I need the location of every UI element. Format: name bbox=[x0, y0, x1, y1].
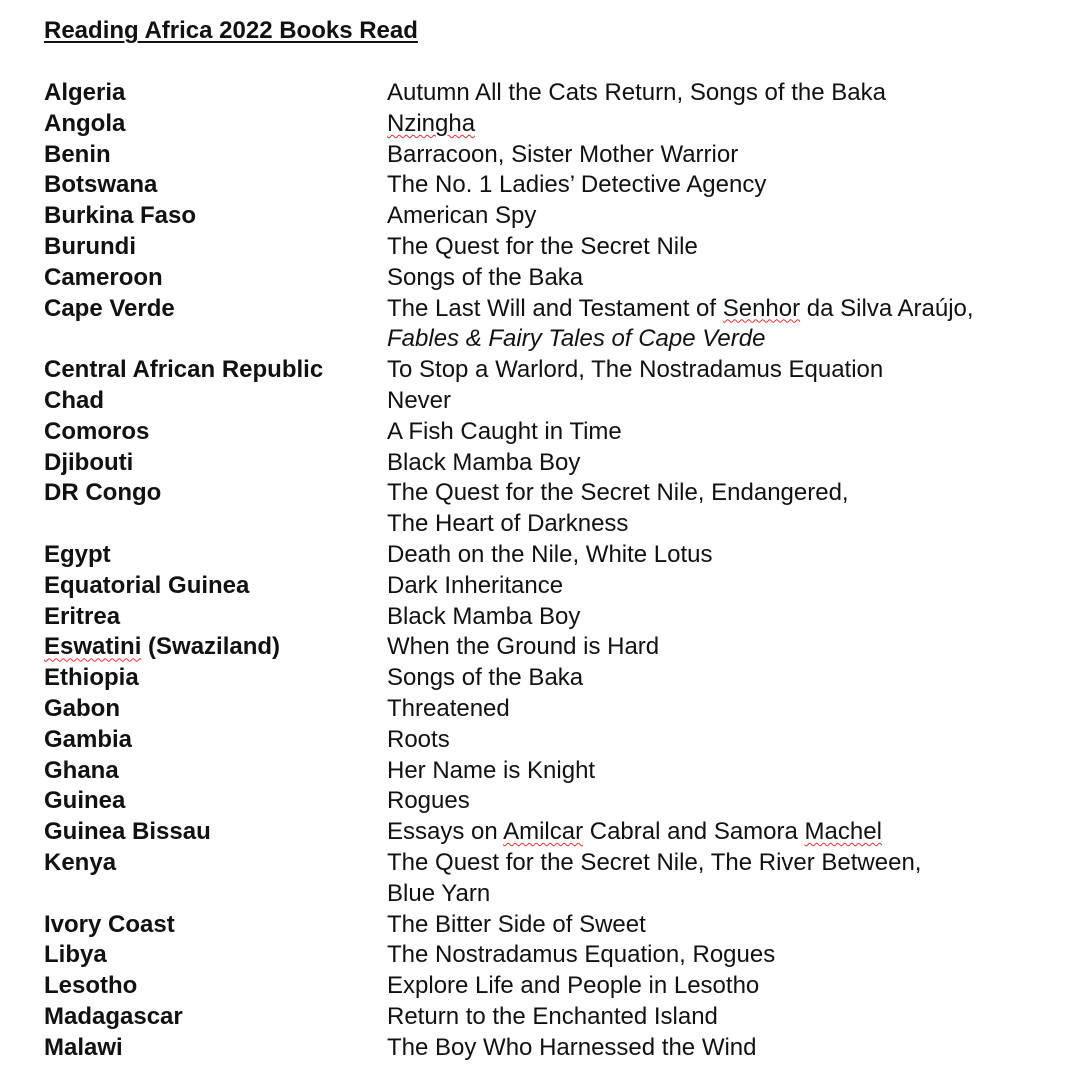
books-read bbox=[387, 170, 766, 201]
country-name: Gabon bbox=[44, 694, 120, 722]
books-read bbox=[387, 694, 510, 725]
books-read bbox=[387, 786, 470, 817]
list-row bbox=[44, 201, 1064, 232]
country-name: Comoros bbox=[44, 417, 150, 445]
country-name: DR Congo bbox=[44, 479, 162, 507]
country-name: Guinea Bissau bbox=[44, 818, 211, 846]
list-row bbox=[44, 571, 1064, 602]
book-line: Never bbox=[387, 386, 452, 414]
book-line: Explore Life and People in Lesotho bbox=[387, 972, 760, 1000]
country-name: Gambia bbox=[44, 725, 133, 753]
book-line: Roots bbox=[387, 725, 450, 753]
books-read bbox=[387, 910, 646, 941]
books-read bbox=[387, 109, 475, 140]
book-line: The Bitter Side of Sweet bbox=[387, 910, 646, 938]
document bbox=[44, 16, 1064, 1064]
list-row bbox=[44, 263, 1064, 294]
book-line: The Nostradamus Equation, Rogues bbox=[387, 941, 776, 969]
country-name: Cape Verde bbox=[44, 294, 175, 322]
country-book-list bbox=[44, 78, 1064, 1064]
books-read bbox=[387, 571, 563, 602]
country-name: Burundi bbox=[44, 232, 136, 260]
country-name: Djibouti bbox=[44, 448, 134, 476]
book-line: To Stop a Warlord, The Nostradamus Equation bbox=[387, 356, 884, 384]
list-row bbox=[44, 78, 1064, 109]
list-row bbox=[44, 417, 1064, 448]
list-row bbox=[44, 294, 1064, 356]
list-row bbox=[44, 478, 1064, 540]
book-line: Essays on Amilcar Cabral and Samora Machel bbox=[387, 818, 882, 846]
country-name: Burkina Faso bbox=[44, 202, 197, 230]
book-line: Blue Yarn bbox=[387, 879, 491, 907]
spellcheck-underline: Eswatini bbox=[44, 633, 142, 661]
list-row bbox=[44, 540, 1064, 571]
books-read bbox=[387, 201, 536, 232]
books-read bbox=[387, 663, 583, 694]
list-row bbox=[44, 448, 1064, 479]
country-name: Guinea bbox=[44, 787, 126, 815]
book-line: Autumn All the Cats Return, Songs of the Baka bbox=[387, 79, 886, 106]
books-read bbox=[387, 817, 882, 848]
book-line: Barracoon, Sister Mother Warrior bbox=[387, 140, 739, 168]
country-name: Cameroon bbox=[44, 263, 163, 291]
spellcheck-underline: Machel bbox=[804, 818, 882, 846]
list-row bbox=[44, 140, 1064, 171]
book-line: The Heart of Darkness bbox=[387, 510, 629, 538]
list-row bbox=[44, 1033, 1064, 1064]
books-read bbox=[387, 232, 698, 263]
books-read bbox=[387, 540, 713, 571]
list-row bbox=[44, 632, 1064, 663]
country-name: Malawi bbox=[44, 1033, 123, 1061]
country-name: Egypt bbox=[44, 540, 111, 568]
list-row bbox=[44, 725, 1064, 756]
list-row bbox=[44, 848, 1064, 910]
book-line: Return to the Enchanted Island bbox=[387, 1002, 718, 1030]
books-read bbox=[387, 971, 759, 1002]
list-row bbox=[44, 355, 1064, 386]
country-name: Madagascar bbox=[44, 1002, 183, 1030]
list-row bbox=[44, 109, 1064, 140]
books-read bbox=[387, 478, 849, 540]
books-read bbox=[387, 1033, 757, 1064]
spellcheck-underline: Senhor bbox=[722, 294, 801, 322]
list-row bbox=[44, 170, 1064, 201]
list-row bbox=[44, 232, 1064, 263]
book-line: The Quest for the Secret Nile bbox=[387, 232, 698, 260]
country-name: Lesotho bbox=[44, 972, 138, 1000]
book-line: Threatened bbox=[387, 694, 510, 722]
book-line: When the Ground is Hard bbox=[387, 633, 660, 661]
books-read bbox=[387, 940, 775, 971]
list-row bbox=[44, 971, 1064, 1002]
book-line: Dark Inheritance bbox=[387, 571, 564, 599]
list-row bbox=[44, 602, 1064, 633]
spellcheck-underline: Amilcar bbox=[503, 818, 584, 846]
country-name: Ethiopia bbox=[44, 664, 139, 692]
country-name: Equatorial Guinea bbox=[44, 571, 250, 599]
book-line: American Spy bbox=[387, 202, 537, 230]
book-line: Black Mamba Boy bbox=[387, 448, 581, 476]
country-name: Eritrea bbox=[44, 602, 121, 630]
list-row bbox=[44, 756, 1064, 787]
list-row bbox=[44, 663, 1064, 694]
country-name: Benin bbox=[44, 140, 111, 168]
document-title: Reading Africa 2022 Books Read bbox=[44, 17, 418, 44]
country-name: Botswana bbox=[44, 171, 158, 199]
book-line: Rogues bbox=[387, 787, 470, 815]
country-name: Ghana bbox=[44, 756, 119, 784]
list-row bbox=[44, 817, 1064, 848]
list-row bbox=[44, 386, 1064, 417]
books-read bbox=[387, 448, 580, 479]
books-read bbox=[387, 1002, 718, 1033]
country-name: Algeria bbox=[44, 79, 126, 106]
books-read bbox=[387, 848, 921, 910]
book-line: A Fish Caught in Time bbox=[387, 417, 622, 445]
book-line: Black Mamba Boy bbox=[387, 602, 581, 630]
list-row bbox=[44, 1002, 1064, 1033]
books-read bbox=[387, 602, 580, 633]
books-read bbox=[387, 632, 659, 663]
books-read bbox=[387, 78, 886, 109]
book-line: Songs of the Baka bbox=[387, 263, 584, 291]
country-name: Central African Republic bbox=[44, 356, 324, 384]
books-read bbox=[387, 386, 451, 417]
book-line: The Quest for the Secret Nile, The River Between, bbox=[387, 848, 922, 876]
spellcheck-underline: Nzingha bbox=[387, 109, 476, 137]
country-name: Chad bbox=[44, 386, 104, 414]
list-row bbox=[44, 694, 1064, 725]
book-line: The Boy Who Harnessed the Wind bbox=[387, 1033, 757, 1061]
book-line: Songs of the Baka bbox=[387, 664, 584, 692]
country-name: Kenya bbox=[44, 848, 117, 876]
country-name: Eswatini (Swaziland) bbox=[44, 633, 281, 661]
books-read bbox=[387, 725, 450, 756]
book-line: Death on the Nile, White Lotus bbox=[387, 540, 713, 568]
country-name: Libya bbox=[44, 941, 107, 969]
book-line: Fables & Fairy Tales of Cape Verde bbox=[387, 325, 766, 353]
books-read bbox=[387, 263, 583, 294]
books-read bbox=[387, 756, 595, 787]
book-line: The Last Will and Testament of Senhor da Silva Araújo, bbox=[387, 294, 974, 322]
list-row bbox=[44, 786, 1064, 817]
books-read bbox=[387, 417, 622, 448]
list-row bbox=[44, 910, 1064, 941]
books-read bbox=[387, 294, 974, 356]
book-line: Her Name is Knight bbox=[387, 756, 596, 784]
country-name: Angola bbox=[44, 109, 126, 137]
country-name: Ivory Coast bbox=[44, 910, 175, 938]
list-row bbox=[44, 940, 1064, 971]
books-read bbox=[387, 355, 883, 386]
books-read bbox=[387, 140, 738, 171]
book-line: The No. 1 Ladies’ Detective Agency bbox=[387, 171, 767, 199]
book-line bbox=[387, 109, 475, 140]
book-line: The Quest for the Secret Nile, Endangered, bbox=[387, 479, 849, 507]
